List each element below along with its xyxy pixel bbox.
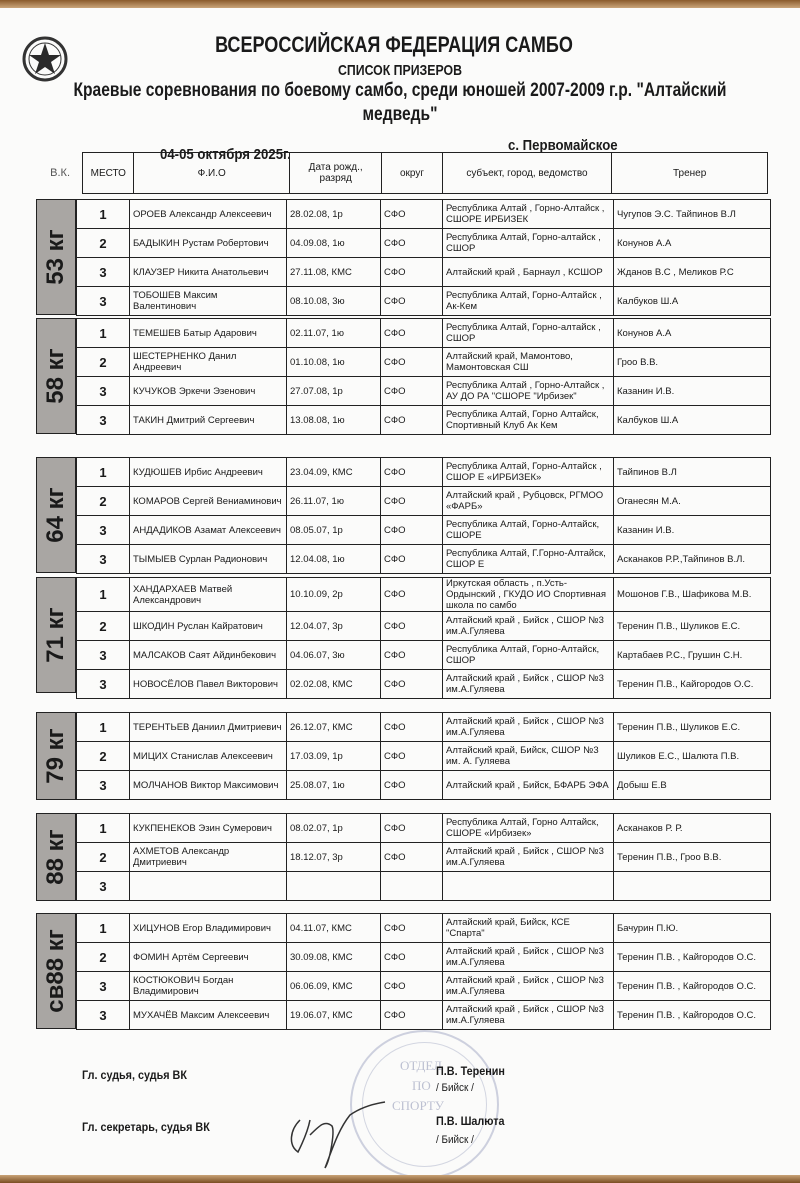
- subject-cell: Республика Алтай, Г.Горно-Алтайск, СШОР Е: [443, 545, 614, 574]
- dob-cell: 12.04.07, 3р: [287, 612, 381, 641]
- district-cell: СФО: [381, 458, 443, 487]
- name-cell: КОСТЮКОВИЧ Богдан Владимирович: [130, 972, 287, 1001]
- weight-category-text: 79 кг: [42, 728, 69, 784]
- weight-category-text: 53 кг: [42, 229, 69, 285]
- name-cell: КОМАРОВ Сергей Вениаминович: [130, 487, 287, 516]
- subject-cell: Республика Алтай, Горно-алтайск , СШОР: [443, 319, 614, 348]
- name-cell: МИЦИХ Станислав Алексеевич: [130, 742, 287, 771]
- district-cell: СФО: [381, 641, 443, 670]
- subject-cell: Республика Алтай , Горно-Алтайск , СШОРЕ ИРБИЗЕК: [443, 200, 614, 229]
- name-cell: НОВОСЁЛОВ Павел Викторович: [130, 670, 287, 699]
- place-cell: 2: [77, 487, 130, 516]
- place-cell: 2: [77, 843, 130, 872]
- dob-cell: 19.06.07, КМС: [287, 1001, 381, 1030]
- subject-cell: Республика Алтай, Горно-Алтайск, СШОР: [443, 641, 614, 670]
- district-cell: СФО: [381, 287, 443, 316]
- dob-cell: 10.10.09, 2р: [287, 578, 381, 612]
- subject-cell: [443, 872, 614, 901]
- table-row: [77, 713, 771, 742]
- place-cell: 3: [77, 972, 130, 1001]
- table-row: [77, 348, 771, 377]
- table-row: [77, 406, 771, 435]
- col-header-coach: Тренер: [612, 153, 768, 194]
- chief-secretary-title: Гл. секретарь, судья ВК: [82, 1120, 210, 1134]
- chief-secretary-name: П.В. Шалюта: [436, 1114, 505, 1128]
- district-cell: СФО: [381, 713, 443, 742]
- coach-cell: [614, 872, 771, 901]
- name-cell: [130, 872, 287, 901]
- dob-cell: 28.02.08, 1р: [287, 200, 381, 229]
- place-cell: 3: [77, 771, 130, 800]
- subject-cell: Иркутская область , п.Усть-Ордынский , ГКУДО ИО Спортивная школа по самбо: [443, 578, 614, 612]
- table-row: [77, 972, 771, 1001]
- place-cell: 2: [77, 612, 130, 641]
- name-cell: ТОБОШЕВ Максим Валентинович: [130, 287, 287, 316]
- group-table: [76, 577, 771, 699]
- dob-cell: 26.11.07, 1ю: [287, 487, 381, 516]
- weight-category-text: 71 кг: [42, 607, 69, 663]
- group-table: [76, 913, 771, 1030]
- table-row: [77, 516, 771, 545]
- subject-cell: Алтайский край , Бийск , СШОР №3 им.А.Гуляева: [443, 612, 614, 641]
- table-row: [77, 458, 771, 487]
- col-header-place: МЕСТО: [83, 153, 134, 194]
- col-header-weight: В.К.: [50, 167, 71, 179]
- competition-dates: 04-05 октября 2025г.: [160, 146, 291, 163]
- district-cell: СФО: [381, 578, 443, 612]
- name-cell: ШЕСТЕРНЕНКО Данил Андреевич: [130, 348, 287, 377]
- name-cell: КУДЮШЕВ Ирбис Андреевич: [130, 458, 287, 487]
- coach-cell: Тайпинов В.Л: [614, 458, 771, 487]
- district-cell: СФО: [381, 377, 443, 406]
- coach-cell: Теренин П.В., Гроо В.В.: [614, 843, 771, 872]
- district-cell: СФО: [381, 545, 443, 574]
- table-row: [77, 487, 771, 516]
- chief-judge-title: Гл. судья, судья ВК: [82, 1068, 187, 1082]
- name-cell: ТЕРЕНТЬЕВ Даниил Дмитриевич: [130, 713, 287, 742]
- dob-cell: 25.08.07, 1ю: [287, 771, 381, 800]
- name-cell: БАДЫКИН Рустам Робертович: [130, 229, 287, 258]
- district-cell: СФО: [381, 843, 443, 872]
- weight-category-text: 64 кг: [42, 487, 69, 543]
- place-cell: 3: [77, 377, 130, 406]
- place-cell: 1: [77, 578, 130, 612]
- col-header-dob: Дата рожд., разряд: [290, 153, 382, 194]
- table-row: [77, 943, 771, 972]
- name-cell: ТЫМЫЕВ Сурлан Радионович: [130, 545, 287, 574]
- place-cell: 1: [77, 200, 130, 229]
- subject-cell: Республика Алтай, Горно-Алтайск , СШОР Е «ИРБИЗЕК»: [443, 458, 614, 487]
- table-row: [77, 742, 771, 771]
- coach-cell: Теренин П.В. , Кайгородов О.С.: [614, 972, 771, 1001]
- col-header-name: Ф.И.О: [134, 153, 290, 194]
- district-cell: СФО: [381, 200, 443, 229]
- weight-category-label: [36, 457, 76, 573]
- subject-cell: Алтайский край , Бийск , СШОР №3 им.А.Гуляева: [443, 670, 614, 699]
- coach-cell: Калбуков Ш.А: [614, 406, 771, 435]
- coach-cell: Асканаков Р. Р.: [614, 814, 771, 843]
- place-cell: 3: [77, 670, 130, 699]
- group-table: [76, 199, 771, 316]
- table-row: [77, 771, 771, 800]
- subject-cell: Алтайский край , Бийск , СШОР №3 им.А.Гуляева: [443, 943, 614, 972]
- table-row: [77, 545, 771, 574]
- name-cell: ФОМИН Артём Сергеевич: [130, 943, 287, 972]
- table-row: [77, 377, 771, 406]
- dob-cell: 06.06.09, КМС: [287, 972, 381, 1001]
- name-cell: КУКПЕНЕКОВ Эзин Сумерович: [130, 814, 287, 843]
- place-cell: 1: [77, 713, 130, 742]
- dob-cell: 01.10.08, 1ю: [287, 348, 381, 377]
- table-header: [38, 152, 768, 194]
- subject-cell: Алтайский край , Бийск , СШОР №3 им.А.Гуляева: [443, 972, 614, 1001]
- table-row: [77, 287, 771, 316]
- subject-cell: Алтайский край , Бийск , СШОР №3 им.А.Гуляева: [443, 713, 614, 742]
- competition-title-line2: медведь": [362, 104, 438, 125]
- stamp-text-1: ОТДЕЛ: [400, 1058, 442, 1073]
- place-cell: 1: [77, 458, 130, 487]
- coach-cell: Картабаев Р.С., Грушин С.Н.: [614, 641, 771, 670]
- dob-cell: 08.10.08, 3ю: [287, 287, 381, 316]
- subject-cell: Алтайский край , Барнаул , КСШОР: [443, 258, 614, 287]
- star-emblem-icon: [22, 36, 68, 82]
- district-cell: СФО: [381, 516, 443, 545]
- coach-cell: Теренин П.В., Шуликов Е.С.: [614, 713, 771, 742]
- coach-cell: Жданов В.С , Меликов Р.С: [614, 258, 771, 287]
- dob-cell: 12.04.08, 1ю: [287, 545, 381, 574]
- coach-cell: Шуликов Е.С., Шалюта П.В.: [614, 742, 771, 771]
- coach-cell: Теренин П.В., Шуликов Е.С.: [614, 612, 771, 641]
- table-row: [77, 319, 771, 348]
- district-cell: СФО: [381, 670, 443, 699]
- subject-cell: Алтайский край, Мамонтово, Мамонтовская СШ: [443, 348, 614, 377]
- place-cell: 1: [77, 914, 130, 943]
- photo-background-bottom: [0, 1175, 800, 1183]
- coach-cell: Казанин И.В.: [614, 516, 771, 545]
- place-cell: 3: [77, 287, 130, 316]
- dob-cell: 26.12.07, КМС: [287, 713, 381, 742]
- place-cell: 3: [77, 516, 130, 545]
- stamp-text-3: СПОРТУ: [392, 1098, 444, 1113]
- name-cell: ТЕМЕШЕВ Батыр Адарович: [130, 319, 287, 348]
- district-cell: СФО: [381, 319, 443, 348]
- coach-cell: Чугупов Э.С. Тайпинов В.Л: [614, 200, 771, 229]
- coach-cell: Добыш Е.В: [614, 771, 771, 800]
- dob-cell: 08.02.07, 1р: [287, 814, 381, 843]
- dob-cell: 17.03.09, 1р: [287, 742, 381, 771]
- district-cell: СФО: [381, 943, 443, 972]
- subject-cell: Республика Алтай , Горно-Алтайск , АУ ДО РА "СШОРЕ "Ирбизек": [443, 377, 614, 406]
- place-cell: 2: [77, 229, 130, 258]
- place-cell: 1: [77, 814, 130, 843]
- subject-cell: Алтайский край , Рубцовск, РГМОО «ФАРБ»: [443, 487, 614, 516]
- weight-category-text: св88 кг: [42, 929, 69, 1013]
- name-cell: АНДАДИКОВ Азамат Алексеевич: [130, 516, 287, 545]
- weight-category-label: [36, 813, 76, 901]
- district-cell: СФО: [381, 258, 443, 287]
- district-cell: СФО: [381, 814, 443, 843]
- coach-cell: Теренин П.В. , Кайгородов О.С.: [614, 943, 771, 972]
- district-cell: СФО: [381, 914, 443, 943]
- stamp-text-2: ПО: [412, 1078, 431, 1093]
- district-cell: СФО: [381, 742, 443, 771]
- group-table: [76, 457, 771, 574]
- table-row: [77, 578, 771, 612]
- chief-judge-city: / Бийск /: [436, 1082, 474, 1094]
- weight-category-label: [36, 712, 76, 800]
- signature-mark: [280, 1090, 390, 1170]
- subject-cell: Алтайский край , Бийск, БФАРБ ЭФА: [443, 771, 614, 800]
- weight-category-label: [36, 318, 76, 434]
- dob-cell: 04.06.07, 3ю: [287, 641, 381, 670]
- dob-cell: 02.11.07, 1ю: [287, 319, 381, 348]
- table-row: [77, 843, 771, 872]
- place-cell: 2: [77, 348, 130, 377]
- name-cell: МАЛСАКОВ Саят Айдинбекович: [130, 641, 287, 670]
- district-cell: СФО: [381, 771, 443, 800]
- place-cell: 3: [77, 872, 130, 901]
- district-cell: [381, 872, 443, 901]
- coach-cell: Калбуков Ш.А: [614, 287, 771, 316]
- district-cell: СФО: [381, 612, 443, 641]
- competition-location: с. Первомайское: [508, 137, 618, 154]
- weight-category-label: [36, 577, 76, 693]
- district-cell: СФО: [381, 406, 443, 435]
- name-cell: МОЛЧАНОВ Виктор Максимович: [130, 771, 287, 800]
- group-table: [76, 318, 771, 435]
- coach-cell: Казанин И.В.: [614, 377, 771, 406]
- federation-title: ВСЕРОССИЙСКАЯ ФЕДЕРАЦИЯ САМБО: [215, 32, 573, 57]
- subject-cell: Республика Алтай, Горно-Алтайск, СШОРЕ: [443, 516, 614, 545]
- competition-title-line1: Краевые соревнования по боевому самбо, среди юношей 2007-2009 г.р. "Алтайский: [73, 80, 727, 101]
- place-cell: 2: [77, 742, 130, 771]
- coach-cell: Гроо В.В.: [614, 348, 771, 377]
- coach-cell: Асканаков Р.Р.,Тайпинов В.Л.: [614, 545, 771, 574]
- chief-judge-name: П.В. Теренин: [436, 1064, 505, 1078]
- subject-cell: Алтайский край , Бийск , СШОР №3 им.А.Гуляева: [443, 1001, 614, 1030]
- table-row: [77, 1001, 771, 1030]
- table-row: [77, 814, 771, 843]
- place-cell: 3: [77, 258, 130, 287]
- table-row: [77, 914, 771, 943]
- dob-cell: 27.11.08, КМС: [287, 258, 381, 287]
- coach-cell: Конунов А.А: [614, 319, 771, 348]
- place-cell: 3: [77, 641, 130, 670]
- name-cell: АХМЕТОВ Александр Дмитриевич: [130, 843, 287, 872]
- district-cell: СФО: [381, 348, 443, 377]
- dob-cell: 08.05.07, 1р: [287, 516, 381, 545]
- subject-cell: Алтайский край, Бийск, КСЕ "Спарта": [443, 914, 614, 943]
- subject-cell: Республика Алтай, Горно Алтайск, Спортивный Клуб Ак Кем: [443, 406, 614, 435]
- table-row: [77, 670, 771, 699]
- dob-cell: 02.02.08, КМС: [287, 670, 381, 699]
- table-row: [77, 641, 771, 670]
- name-cell: ТАКИН Дмитрий Сергеевич: [130, 406, 287, 435]
- dob-cell: 18.12.07, 3р: [287, 843, 381, 872]
- subject-cell: Республика Алтай, Горно Алтайск, СШОРЕ «Ирбизек»: [443, 814, 614, 843]
- subject-cell: Алтайский край, Бийск, СШОР №3 им. А. Гуляева: [443, 742, 614, 771]
- district-cell: СФО: [381, 229, 443, 258]
- name-cell: КЛАУЗЕР Никита Анатольевич: [130, 258, 287, 287]
- name-cell: ШКОДИН Руслан Кайратович: [130, 612, 287, 641]
- subject-cell: Республика Алтай, Горно-алтайск , СШОР: [443, 229, 614, 258]
- weight-category-label: [36, 199, 76, 315]
- group-table: [76, 813, 771, 901]
- district-cell: СФО: [381, 1001, 443, 1030]
- col-header-subject: субъект, город, ведомство: [442, 153, 612, 194]
- subject-cell: Алтайский край , Бийск , СШОР №3 им.А.Гуляева: [443, 843, 614, 872]
- table-row: [77, 612, 771, 641]
- dob-cell: [287, 872, 381, 901]
- weight-category-text: 88 кг: [42, 829, 69, 885]
- table-row: [77, 200, 771, 229]
- weight-category-text: 58 кг: [42, 348, 69, 404]
- coach-cell: Мошонов Г.В., Шафикова М.В.: [614, 578, 771, 612]
- dob-cell: 23.04.09, КМС: [287, 458, 381, 487]
- name-cell: ХИЦУНОВ Егор Владимирович: [130, 914, 287, 943]
- name-cell: КУЧУКОВ Эркечи Эзенович: [130, 377, 287, 406]
- group-table: [76, 712, 771, 800]
- dob-cell: 30.09.08, КМС: [287, 943, 381, 972]
- dob-cell: 04.09.08, 1ю: [287, 229, 381, 258]
- subject-cell: Республика Алтай, Горно-Алтайск , Ак-Кем: [443, 287, 614, 316]
- weight-category-label: [36, 913, 76, 1029]
- table-row: [77, 258, 771, 287]
- table-row: [77, 872, 771, 901]
- list-title: СПИСОК ПРИЗЕРОВ: [338, 62, 462, 79]
- place-cell: 3: [77, 406, 130, 435]
- col-header-district: округ: [382, 153, 442, 194]
- place-cell: 2: [77, 943, 130, 972]
- coach-cell: Бачурин П.Ю.: [614, 914, 771, 943]
- coach-cell: Теренин П.В., Кайгородов О.С.: [614, 670, 771, 699]
- place-cell: 1: [77, 319, 130, 348]
- coach-cell: Теренин П.В. , Кайгородов О.С.: [614, 1001, 771, 1030]
- dob-cell: 27.07.08, 1р: [287, 377, 381, 406]
- name-cell: ОРОЕВ Александр Алексеевич: [130, 200, 287, 229]
- name-cell: МУХАЧЁВ Максим Алексеевич: [130, 1001, 287, 1030]
- place-cell: 3: [77, 545, 130, 574]
- chief-secretary-city: / Бийск /: [436, 1134, 474, 1146]
- photo-background-top: [0, 0, 800, 8]
- dob-cell: 13.08.08, 1ю: [287, 406, 381, 435]
- place-cell: 3: [77, 1001, 130, 1030]
- dob-cell: 04.11.07, КМС: [287, 914, 381, 943]
- district-cell: СФО: [381, 972, 443, 1001]
- table-row: [77, 229, 771, 258]
- name-cell: ХАНДАРХАЕВ Матвей Александрович: [130, 578, 287, 612]
- coach-cell: Конунов А.А: [614, 229, 771, 258]
- district-cell: СФО: [381, 487, 443, 516]
- coach-cell: Оганесян М.А.: [614, 487, 771, 516]
